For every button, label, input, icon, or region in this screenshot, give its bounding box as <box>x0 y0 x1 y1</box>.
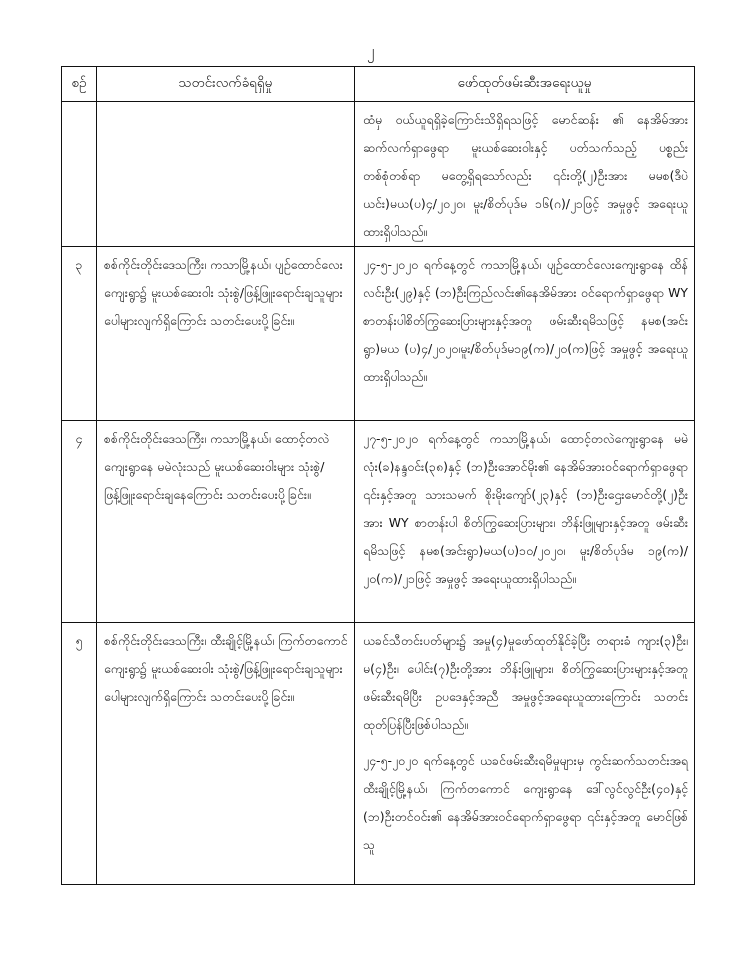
action-cell <box>355 102 695 247</box>
action-paragraph: ယခင်သီတင်းပတ်များ၌ အမှု(၄)မှုဖော်ထုတ်နိုင်ခဲ့ပြီး တရားခံ ကျား(၃)ဦး၊ မ(၄)ဦး၊ ပေါင်း(၇)ဦးတို့အား ဘိန်းဖြူများ၊ စိတ်ကြွဆေးပြားများနှင့်အတူဖမ်းဆီးရမိပြီး ဥပဒေနှင့်အညီ အမှုဖွင့်အရေးယူထားကြောင်း သတင်း ထုတ်ပြန်ပြီးဖြစ်ပါသည်။ <box>363 633 688 732</box>
serial-no-cell: ၅ <box>62 623 97 885</box>
header-serial-no: စဉ် <box>62 67 97 102</box>
table-row <box>62 247 695 421</box>
news-cell: စစ်ကိုင်းတိုင်းဒေသကြီး၊ ကသာမြို့နယ်၊ ထောင့်တလဲကျေးရွာနေ မမဲလုံးသည် မူးယစ်ဆေးဝါးများ သုံးစွဲ/ဖြန့်ဖြူးရောင်းချနေကြောင်း သတင်းပေးပို့ခြင်း။ <box>97 421 355 623</box>
action-report-table <box>61 66 695 885</box>
action-paragraph: ၂၄-၅-၂၀၂၀ ရက်နေ့တွင် ယခင်ဖမ်းဆီးရမိမှုများမှ ကွင်းဆက်သတင်းအရ ထီးချိုင့်မြို့နယ်၊ ကြက်တကောင် ကျေးရွာနေ ဒေါ်လွင်လွင်ဦး(၄၀)နှင့် (ဘ)ဦးတင်ဝင်း၏ နေအိမ်အားဝင်ရောက်ရှာဖွေရာ ၎င်းနှင့်အတူ မောင်ဖြစ်သူ <box>363 753 688 852</box>
action-paragraph: ၂၄-၅-၂၀၂၀ ရက်နေ့တွင် ကသာမြို့နယ်၊ ပျဉ်ထောင်လေးကျေးရွာနေ ထိန်လင်းဦး(၂၉)နှင့် (ဘ)ဦးကြည်လင်း၏နေအိမ်အား ဝင်ရောက်ရှာဖွေရာ WY စာတန်းပါစိတ်ကြွဆေးပြားများနှင့်အတူ ဖမ်းဆီးရမိသဖြင့် နမစ(အင်းရွာ)မယ (ပ)၄/၂၀၂၀၊မူး/စိတ်ပုဒ်မ၁၉(က)/၂၀(က)ဖြင့် အမှုဖွင့် အရေးယူထားရှိပါသည်။ <box>363 257 688 384</box>
news-cell: စစ်ကိုင်းတိုင်းဒေသကြီး၊ ထီးချိုင့်မြို့နယ်၊ ကြက်တကောင်ကျေးရွာ၌ မူးယစ်ဆေးဝါး သုံးစွဲ/ဖြန့်ဖြူးရောင်းချသူများ ပေါများလျက်ရှိကြောင်း သတင်းပေးပို့ခြင်း။ <box>97 623 355 885</box>
header-action-taken: ဖော်ထုတ်ဖမ်းဆီးအရေးယူမှု <box>355 67 695 102</box>
action-cell <box>355 421 695 623</box>
action-cell <box>355 623 695 885</box>
serial-no-cell <box>62 102 97 247</box>
header-news-received: သတင်းလက်ခံရရှိမှု <box>97 67 355 102</box>
action-cell <box>355 247 695 421</box>
action-paragraph: ၂၇-၅-၂၀၂၀ ရက်နေ့တွင် ကသာမြို့နယ်၊ ထောင့်တလဲကျေးရွာနေ မမဲလုံး(ခ)နန္ဒဝင်း(၃၈)နှင့် (ဘ)ဦးအောင်မိုး၏ နေအိမ်အားဝင်ရောက်ရှာဖွေရာ ၎င်းနှင့်အတူ သားသမက် စိုးမိုးကျော်(၂၃)နှင့် (ဘ)ဦးဌေးမောင်တို့(၂)ဦးအား WY စာတန်းပါ စိတ်ကြွဆေးပြားများ၊ ဘိန်းဖြူများနှင့်အတူ ဖမ်းဆီးရမိသဖြင့် နမစ(အင်းရွာ)မယ(ပ)၁၀/၂၀၂၀၊ မူး/စိတ်ပုဒ်မ ၁၉(က)/၂၀(က)/၂၁ဖြင့် အမှုဖွင့် အရေးယူထားရှိပါသည်။ <box>363 431 688 586</box>
action-paragraph: ထံမှ ဝယ်ယူရရှိခဲ့ကြောင်းသိရှိရသဖြင့် မောင်ဆန်း ၏ နေအိမ်အား ဆက်လက်ရှာဖွေရာ မူးယစ်ဆေးဝါးနှင့် ပတ်သက်သည့် ပစ္စည်းတစ်စုံတစ်ရာ မတွေ့ရှိရသော်လည်း ၎င်းတို့(၂)ဦးအား မမစ(ဒီပဲယင်း)မယ(ပ)၄/၂၀၂၀၊ မူး/စိတ်ပုဒ်မ ၁၆(ဂ)/၂၁ဖြင့် အမှုဖွင့် အရေးယူထားရှိပါသည်။ <box>363 112 688 239</box>
table-row <box>62 421 695 623</box>
serial-no-cell: ၃ <box>62 247 97 421</box>
serial-no-cell: ၄ <box>62 421 97 623</box>
news-cell <box>97 102 355 247</box>
table-header-row <box>62 67 695 102</box>
table-row <box>62 623 695 885</box>
news-cell: စစ်ကိုင်းတိုင်းဒေသကြီး၊ ကသာမြို့နယ်၊ ပျဉ်ထောင်လေးကျေးရွာ၌ မူးယစ်ဆေးဝါး သုံးစွဲ/ဖြန့်ဖြူးရောင်းချသူများ ပေါများလျက်ရှိကြောင်း သတင်းပေးပို့ခြင်း။ <box>97 247 355 421</box>
page-number: ၂ <box>366 42 376 60</box>
table-row <box>62 102 695 247</box>
